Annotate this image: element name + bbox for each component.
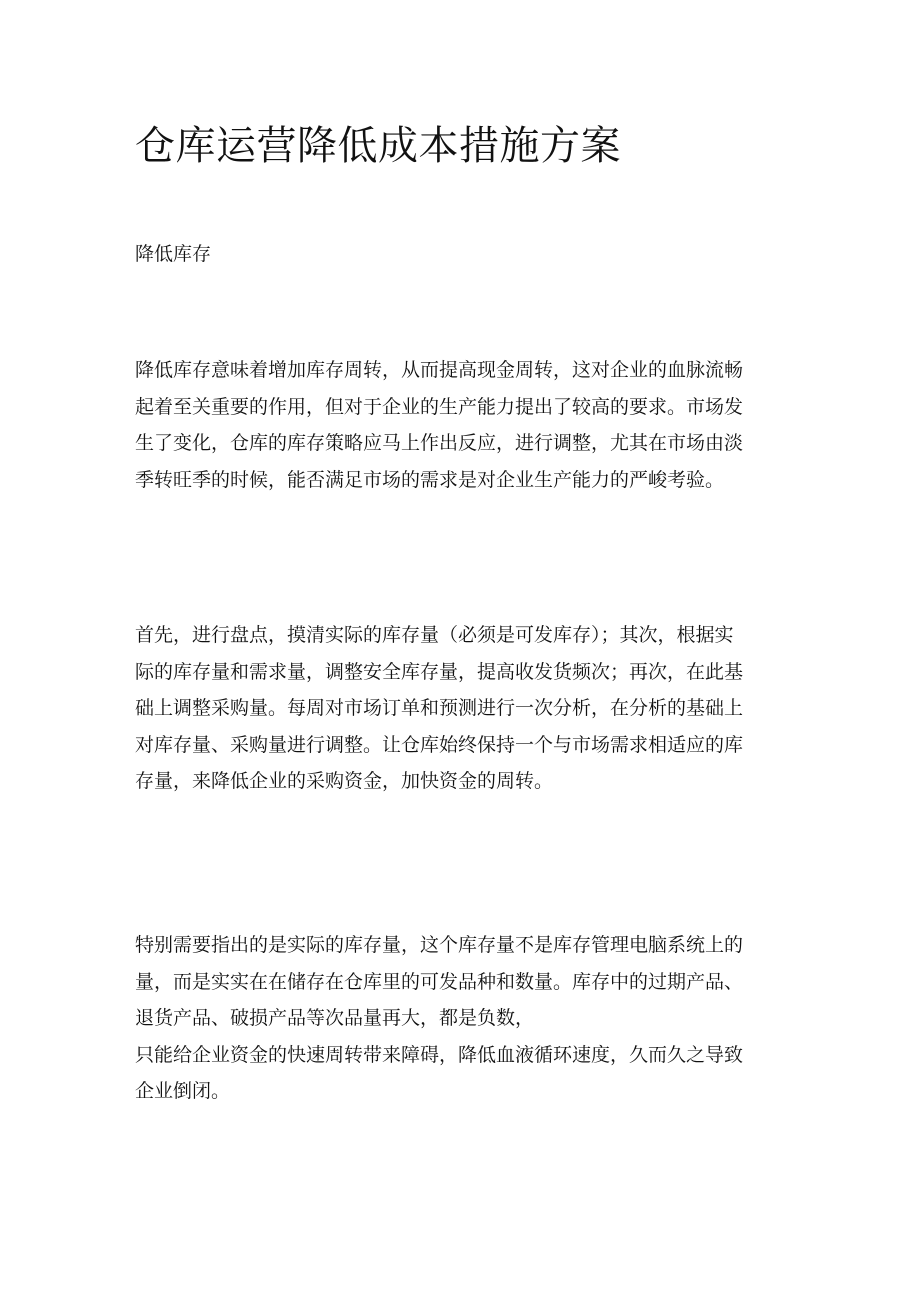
paragraph-line: 础上调整采购量。每周对市场订单和预测进行一次分析，在分析的基础上 <box>135 697 744 719</box>
paragraph-line: 起着至关重要的作用，但对于企业的生产能力提出了较高的要求。市场发 <box>135 395 744 418</box>
section-heading: 降低库存 <box>135 243 212 265</box>
paragraph-line: 企业倒闭。 <box>135 1080 231 1102</box>
paragraph-line: 际的库存量和需求量，调整安全库存量，提高收发货频次；再次，在此基 <box>135 660 744 683</box>
paragraph-line: 首先，进行盘点，摸清实际的库存量（必须是可发库存）；其次，根据实 <box>135 624 734 646</box>
paragraph-line: 量，而是实实在在储存在仓库里的可发品种和数量。库存中的过期产品、 <box>135 970 744 993</box>
paragraph-line: 季转旺季的时候，能否满足市场的需求是对企业生产能力的严峻考验。 <box>135 468 725 491</box>
paragraph-line: 只能给企业资金的快速周转带来障碍，降低血液循环速度，久而久之导致 <box>135 1043 744 1066</box>
paragraph-line: 降低库存意味着增加库存周转，从而提高现金周转，这对企业的血脉流畅 <box>135 359 744 381</box>
paragraph-3 <box>135 927 787 1110</box>
paragraph-line: 对库存量、采购量进行调整。让仓库始终保持一个与市场需求相适应的库 <box>135 733 744 756</box>
paragraph-1 <box>135 352 787 498</box>
paragraph-2 <box>135 617 787 800</box>
paragraph-line: 生了变化，仓库的库存策略应马上作出反应，进行调整，尤其在市场由淡 <box>135 432 744 454</box>
paragraph-line: 特别需要指出的是实际的库存量，这个库存量不是库存管理电脑系统上的 <box>135 934 744 956</box>
paragraph-line: 存量，来降低企业的采购资金，加快资金的周转。 <box>135 770 554 792</box>
document-title: 仓库运营降低成本措施方案 <box>135 123 621 169</box>
paragraph-line: 退货产品、破损产品等次品量再大，都是负数， <box>135 1007 535 1029</box>
